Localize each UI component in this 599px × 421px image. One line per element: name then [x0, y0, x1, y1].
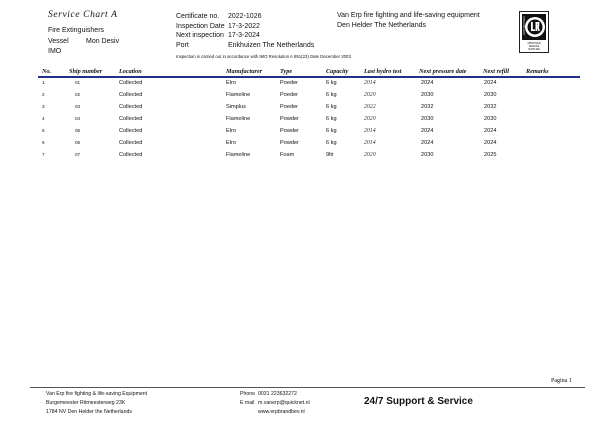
cell-last-hydro-test: 2014: [364, 140, 376, 146]
column-header-capacity: Capacity: [326, 68, 349, 75]
cell-last-hydro-test: 2020: [364, 92, 376, 98]
column-header-manufacturer: Manufacturer: [226, 68, 263, 75]
table-row: [0, 115, 599, 126]
table-row: [0, 91, 599, 102]
inspection-date-label: Inspection Date: [176, 23, 225, 30]
cell-type: Poeder: [280, 104, 299, 110]
cell-location: Collected: [119, 128, 143, 134]
cell-no: 7: [42, 152, 45, 157]
footer-address-line-1: Burgemeester Ritmeesterweg 23K: [46, 400, 126, 406]
cell-capacity: 9ltr: [326, 152, 334, 158]
vessel-label: Vessel: [48, 38, 69, 45]
column-header-location: Location: [119, 68, 142, 75]
cell-next-pressure-date: 2024: [421, 80, 434, 86]
cell-ship-number: 01: [75, 80, 81, 85]
cell-manufacturer: Flameline: [226, 92, 251, 98]
cell-ship-number: 02: [75, 92, 81, 97]
cell-type: Poeder: [280, 80, 299, 86]
cell-type: Foam: [280, 152, 295, 158]
cell-next-pressure-date: 2030: [421, 92, 434, 98]
cell-location: Collected: [119, 80, 143, 86]
imo-resolution-note: Inspection is carried out in accordance with IMO Resolution A.951(23) Date December 2003: [176, 54, 351, 59]
cell-type: Powder: [280, 140, 299, 146]
column-header-next-pressure-date: Next pressure date: [419, 68, 467, 75]
cell-last-hydro-test: 2020: [364, 152, 376, 158]
port-label: Port: [176, 42, 189, 49]
footer-phone-value: 0031 223632272: [258, 391, 297, 397]
lloyds-register-approval-logo: [519, 11, 549, 53]
cell-no: 5: [42, 128, 45, 133]
cell-capacity: 6 kg: [326, 140, 337, 146]
cell-next-refill: 2024: [484, 80, 497, 86]
cell-next-refill: 2032: [484, 104, 497, 110]
cell-last-hydro-test: 2014: [364, 80, 376, 86]
cell-manufacturer: Elro: [226, 140, 236, 146]
cell-no: 6: [42, 140, 45, 145]
cell-ship-number: 04: [75, 116, 81, 121]
document-title: Service Chart A: [48, 10, 118, 20]
table-row: [0, 103, 599, 114]
cell-next-pressure-date: 2030: [421, 152, 434, 158]
cell-no: 2: [42, 92, 45, 97]
cell-manufacturer: Simplus: [226, 104, 246, 110]
footer-company: Van Erp fire fighting & life-saving Equipment: [46, 391, 148, 397]
cell-ship-number: 05: [75, 128, 81, 133]
port-value: Enkhuizen The Netherlands: [228, 42, 315, 49]
cell-location: Collected: [119, 152, 143, 158]
cell-next-pressure-date: 2032: [421, 104, 434, 110]
next-inspection-label: Next inspection: [176, 32, 224, 39]
cell-manufacturer: Flameline: [226, 116, 251, 122]
cell-capacity: 6 kg: [326, 128, 337, 134]
cell-next-pressure-date: 2024: [421, 140, 434, 146]
cell-manufacturer: Flameline: [226, 152, 251, 158]
cell-no: 3: [42, 104, 45, 109]
column-header-remarks: Remarks: [526, 68, 549, 75]
footer-email-label: E mail: [240, 400, 255, 406]
footer-email-link[interactable]: m.vanerp@quicknet.nl: [258, 400, 310, 406]
column-header-type: Type: [280, 68, 293, 75]
certificate-value: 2022-1026: [228, 13, 262, 20]
cell-location: Collected: [119, 116, 143, 122]
table-row: [0, 139, 599, 150]
lr-logo-side-text: APPROVED: [522, 16, 526, 36]
column-header-next-refill: Next refill: [483, 68, 509, 75]
table-row: [0, 151, 599, 162]
cell-next-refill: 2030: [484, 116, 497, 122]
cell-capacity: 6 kg: [326, 116, 337, 122]
support-tagline: 24/7 Support & Service: [364, 396, 473, 407]
footer-rule: [30, 387, 585, 388]
footer-phone-label: Phone: [240, 391, 256, 397]
table-row: [0, 127, 599, 138]
certificate-label: Certificate no.: [176, 13, 220, 20]
cell-location: Collected: [119, 140, 143, 146]
cell-no: 4: [42, 116, 45, 121]
cell-type: Powder: [280, 128, 299, 134]
cell-next-refill: 2030: [484, 92, 497, 98]
footer-address-line-2: 1784 NV Den Helder the Netherlands: [46, 409, 132, 415]
cell-next-pressure-date: 2030: [421, 116, 434, 122]
inspection-date-value: 17-3-2022: [228, 23, 260, 30]
cell-manufacturer: Elro: [226, 80, 236, 86]
vessel-value: Mon Desiv: [86, 38, 120, 45]
document-subtitle: Fire Extinguishers: [48, 27, 105, 34]
company-location: Den Helder The Netherlands: [337, 22, 426, 29]
company-name: Van Erp fire fighting and life-saving equipment: [337, 12, 480, 19]
lr-logo-bottom-text: APPROVED SERVICE SUPPLIER: [527, 42, 541, 51]
cell-ship-number: 06: [75, 140, 81, 145]
cell-next-pressure-date: 2024: [421, 128, 434, 134]
cell-ship-number: 07: [75, 152, 81, 157]
cell-type: Powder: [280, 116, 299, 122]
cell-location: Collected: [119, 104, 143, 110]
cell-location: Collected: [119, 92, 143, 98]
cell-capacity: 6 kg: [326, 104, 337, 110]
cell-no: 1: [42, 80, 45, 85]
cell-capacity: 6 kg: [326, 80, 337, 86]
cell-next-refill: 2024: [484, 140, 497, 146]
imo-label: IMO: [48, 48, 62, 55]
table-header-rule: [38, 76, 580, 78]
cell-next-refill: 2025: [484, 152, 497, 158]
next-inspection-value: 17-3-2024: [228, 32, 260, 39]
table-row: [0, 79, 599, 90]
column-header-no: No.: [42, 68, 52, 75]
cell-last-hydro-test: 2020: [364, 116, 376, 122]
cell-next-refill: 2024: [484, 128, 497, 134]
cell-last-hydro-test: 2014: [364, 128, 376, 134]
cell-last-hydro-test: 2022: [364, 104, 376, 110]
footer-website-link[interactable]: www.erpbrandbev.nl: [258, 409, 305, 415]
page-number: Pagina 1: [551, 378, 572, 384]
cell-manufacturer: Elro: [226, 128, 236, 134]
column-header-last-hydro-test: Last hydro test: [364, 68, 402, 75]
cell-type: Poeder: [280, 92, 299, 98]
cell-ship-number: 03: [75, 104, 81, 109]
column-header-ship-number: Ship number: [69, 68, 103, 75]
cell-capacity: 6 kg: [326, 92, 337, 98]
